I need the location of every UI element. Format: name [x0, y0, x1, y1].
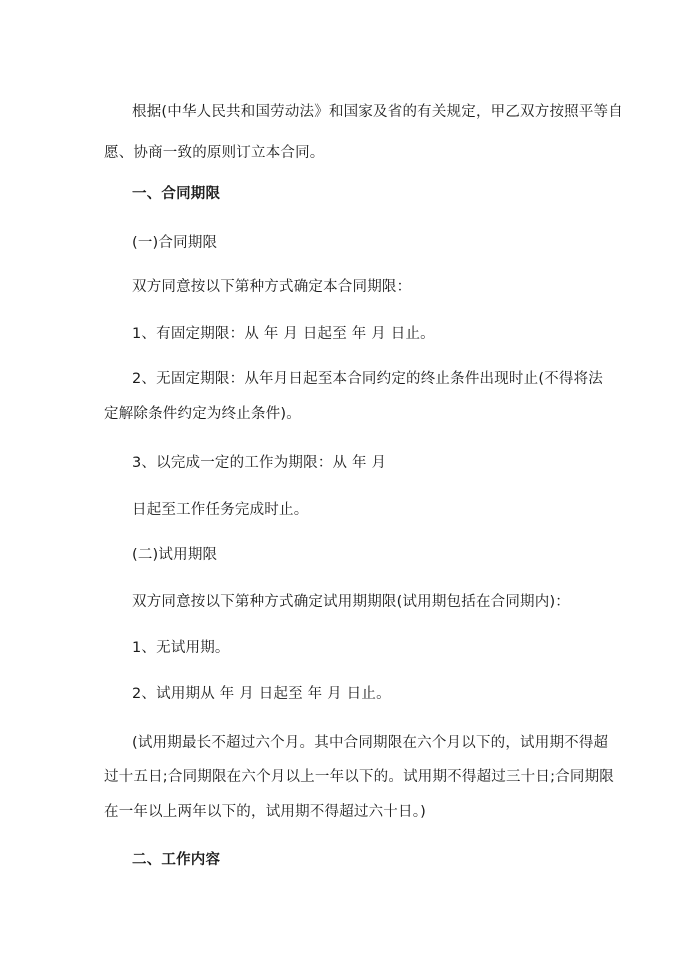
note-paragraph-line-2: 过十五日;合同期限在六个月以上一年以下的。试用期不得超过三十日;合同期限: [104, 769, 614, 785]
paragraph-trial-method: 双方同意按以下第种方式确定试用期期限(试用期包括在合同期内)：: [132, 594, 571, 610]
list-item-trial-period: 2、试用期从 年 月 日起至 年 月 日止。: [132, 686, 391, 702]
list-item-no-trial: 1、无试用期。: [132, 640, 230, 656]
note-paragraph-line-3: 在一年以上两年以下的，试用期不得超过六十日。): [104, 804, 427, 820]
paragraph-term-method: 双方同意按以下第种方式确定本合同期限：: [132, 279, 412, 295]
list-item-open-term-line-2: 定解除条件约定为终止条件)。: [104, 406, 301, 422]
intro-paragraph-line-1: 根据(中华人民共和国劳动法》和国家及省的有关规定，甲乙双方按照平等自: [132, 104, 623, 120]
section-heading-work: 二、工作内容: [132, 852, 221, 868]
list-item-task-term-line-2: 日起至工作任务完成时止。: [132, 502, 309, 518]
subsection-trial-term: (二)试用期限: [132, 547, 218, 563]
note-paragraph-line-1: (试用期最长不超过六个月。其中合同期限在六个月以下的，试用期不得超: [132, 735, 609, 751]
list-item-open-term-line-1: 2、无固定期限：从年月日起至本合同约定的终止条件出现时止(不得将法: [132, 371, 603, 387]
section-heading-term: 一、合同期限: [132, 186, 221, 202]
list-item-fixed-term: 1、有固定期限：从 年 月 日起至 年 月 日止。: [132, 326, 435, 342]
list-item-task-term-line-1: 3、以完成一定的工作为期限：从 年 月: [132, 455, 387, 471]
intro-paragraph-line-2: 愿、协商一致的原则订立本合同。: [104, 145, 325, 161]
subsection-contract-term: (一)合同期限: [132, 235, 218, 251]
